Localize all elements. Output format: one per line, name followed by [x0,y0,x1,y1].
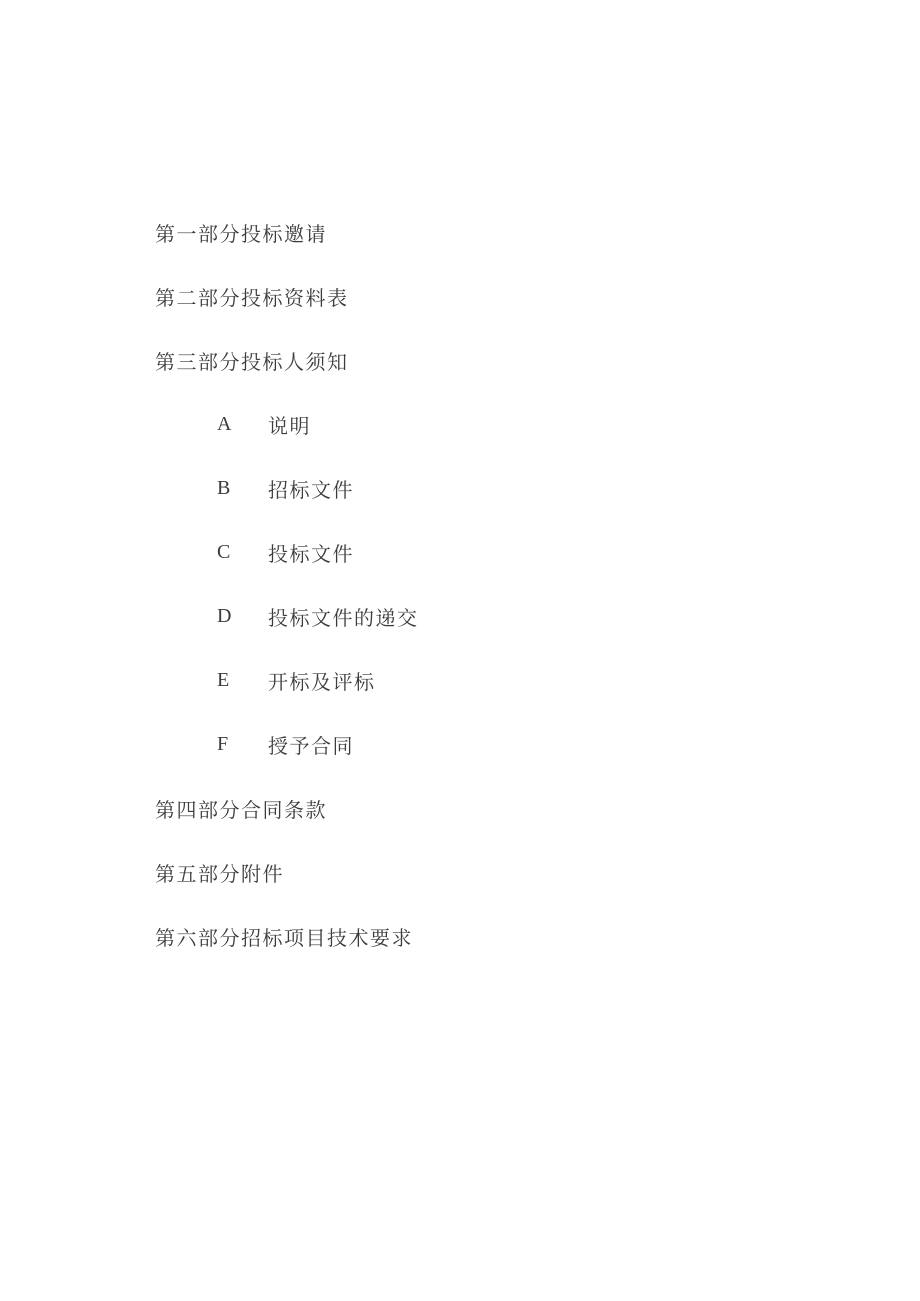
toc-section-entry [0,584,920,648]
toc-section-entry [0,392,920,456]
toc-section-letter: D [217,604,232,627]
toc-entry-label: 第二部分投标资料表 [155,287,349,310]
toc-section-entry [0,648,920,712]
toc-section-entry [0,456,920,520]
toc-part-entry [0,200,920,264]
toc-part-entry [0,264,920,328]
toc-part-entry [0,776,920,840]
toc-entry-label: 第六部分招标项目技术要求 [155,927,413,950]
toc-part-entry [0,328,920,392]
toc-section-letter: C [217,540,231,563]
toc-entry-label: 第四部分合同条款 [155,799,327,822]
toc-entry-label: 第三部分投标人须知 [155,351,349,374]
table-of-contents [0,200,920,968]
toc-section-letter: E [217,668,230,691]
toc-entry-label: 第五部分附件 [155,863,284,886]
toc-entry-label: 第一部分投标邀请 [155,223,327,246]
toc-section-letter: F [217,732,229,755]
toc-entry-label: 说明 [268,415,311,438]
toc-section-entry [0,712,920,776]
toc-section-entry [0,520,920,584]
toc-entry-label: 投标文件 [268,543,354,566]
toc-section-letter: B [217,476,231,499]
toc-entry-label: 授予合同 [268,735,354,758]
toc-part-entry [0,840,920,904]
toc-entry-label: 开标及评标 [268,671,376,694]
toc-section-letter: A [217,412,232,435]
toc-entry-label: 投标文件的递交 [268,607,419,630]
toc-part-entry [0,904,920,968]
toc-entry-label: 招标文件 [268,479,354,502]
